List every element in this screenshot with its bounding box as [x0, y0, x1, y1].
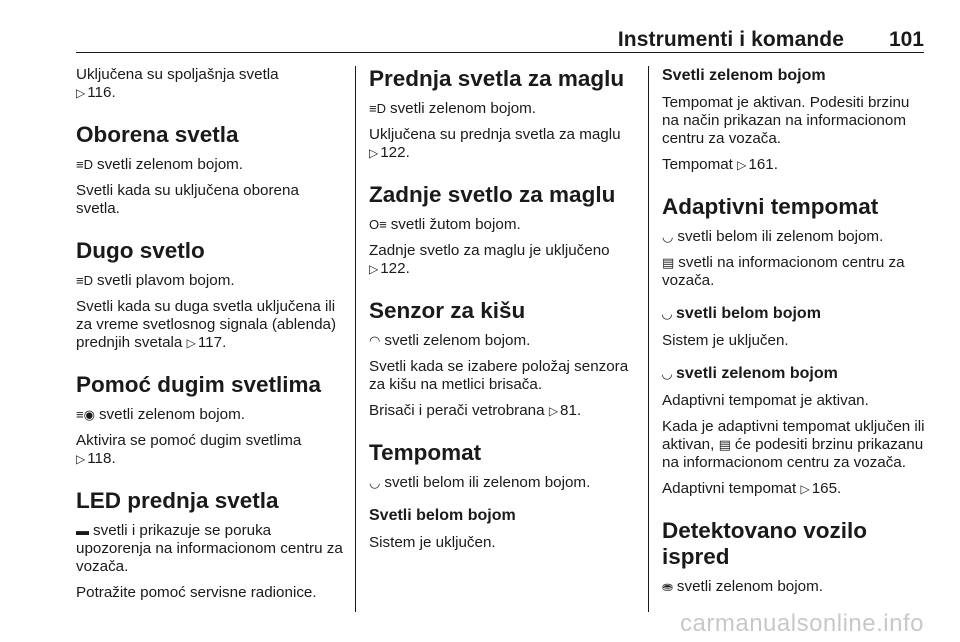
subsection-title-green: Svetli zelenom bojom	[662, 67, 826, 84]
page-ref-arrow-icon: ▷	[76, 86, 86, 100]
page-ref-arrow-icon: ▷	[186, 336, 196, 350]
section-title-adaptive-cruise: Adaptivni tempomat	[662, 194, 879, 219]
column-3: Svetli zelenom bojom Tempomat je aktivan. Podesiti brzinu na način prikazan na informacionom centru za vozača. Tempomat ▷ 161. Adaptivni tempomat ◡ svetli belom ili zelenom bojom. ▤ svetli na informacionom centru za vozača. ◡ svetli belom bojom Sistem je uključen. ◡ svetli zelenom bojom Adaptivni tempomat je aktivan. Kada je adaptivni tempomat uključen ili aktivan, ▤ će podesiti brzinu prikazanu na informacionom centru za vozača. Adaptivni tempomat ▷ 165. Detektovano vozilo ispred ⛂ svetli zelenom bojom.	[662, 66, 930, 604]
section-title-led-headlights: LED prednja svetla	[76, 488, 279, 513]
section-title-vehicle-ahead: Detektovano vozilo ispred	[662, 518, 868, 569]
adaptive-cruise-icon: ◡	[662, 229, 674, 244]
section-title-rain-sensor: Senzor za kišu	[369, 298, 526, 323]
section-title-high-beam: Dugo svetlo	[76, 238, 205, 263]
high-beam-assist-icon: ≡◉	[76, 407, 95, 422]
column-1: Uključena su spoljašnja svetla ▷ 116. Oborena svetla ≡D svetli zelenom bojom. Svetli kada su uključena oborena svetla. Dugo svetlo ≡D svetli plavom bojom. Svetli kada su duga svetla uključena ili za vreme svetlosnog signala (ablenda) prednjih svetala ▷ 117. Pomoć dugim svetlima ≡◉ svetli zelenom bojom. Aktivira se pomoć dugim svetlima ▷ 118. LED prednja svetla ▬ svetli i prikazuje se poruka upozorenja na informacionom centru za vozača. Potražite pomoć servisne radionice.	[76, 66, 343, 601]
page-ref-arrow-icon: ▷	[76, 452, 86, 466]
high-beam-icon: ≡D	[76, 273, 93, 288]
vehicle-distance-icon: ▤	[718, 437, 731, 452]
column-2: Prednja svetla za maglu ≡D svetli zelenom bojom. Uključena su prednja svetla za maglu ▷ 122. Zadnje svetlo za maglu O≡ svetli žutom bojom. Zadnje svetlo za maglu je uključeno ▷ 122. Senzor za kišu ◠ svetli zelenom bojom. Svetli kada se izabere položaj senzora za kišu na metlici brisača. Brisači i perači vetrobrana ▷ 81. Tempomat ◡ svetli belom ili zelenom bojom. Svetli belom bojom Sistem je uključen.	[369, 66, 637, 560]
section-title-cruise-control: Tempomat	[369, 440, 482, 465]
section-title-high-beam-assist: Pomoć dugim svetlima	[76, 372, 322, 397]
rain-sensor-icon: ◠	[369, 333, 381, 348]
column-divider-2	[648, 66, 649, 612]
page-ref-arrow-icon: ▷	[369, 146, 379, 160]
adaptive-cruise-icon: ◡	[662, 366, 672, 381]
watermark: carmanualsonline.info	[680, 610, 924, 637]
page-ref-arrow-icon: ▷	[737, 158, 747, 172]
cruise-control-icon: ◡	[369, 475, 381, 490]
section-title-rear-fog: Zadnje svetlo za maglu	[369, 182, 616, 207]
led-headlight-icon: ▬	[76, 523, 89, 538]
front-fog-light-icon: ≡D	[369, 101, 386, 116]
subsection-title-green-adaptive: ◡ svetli zelenom bojom	[662, 365, 838, 382]
vehicle-ahead-icon: ⛂	[662, 579, 673, 594]
section-title-low-beam: Oborena svetla	[76, 122, 239, 147]
column-divider-1	[355, 66, 356, 612]
rear-fog-light-icon: O≡	[369, 217, 387, 232]
page-ref-arrow-icon: ▷	[548, 404, 559, 418]
low-beam-icon: ≡D	[76, 157, 93, 172]
page-header	[76, 22, 924, 53]
page-number: 101	[888, 28, 924, 51]
page-title: Instrumenti i komande	[617, 28, 844, 51]
vehicle-distance-icon: ▤	[662, 255, 675, 270]
subsection-title-white: Svetli belom bojom	[369, 507, 516, 524]
adaptive-cruise-icon: ◡	[662, 306, 672, 321]
intro-paragraph: Uključena su spoljašnja svetla ▷ 116.	[76, 66, 279, 101]
page-ref-arrow-icon: ▷	[800, 482, 810, 496]
section-title-front-fog: Prednja svetla za maglu	[369, 66, 625, 91]
subsection-title-white-adaptive: ◡ svetli belom bojom	[662, 305, 821, 322]
page-ref-arrow-icon: ▷	[369, 262, 379, 276]
